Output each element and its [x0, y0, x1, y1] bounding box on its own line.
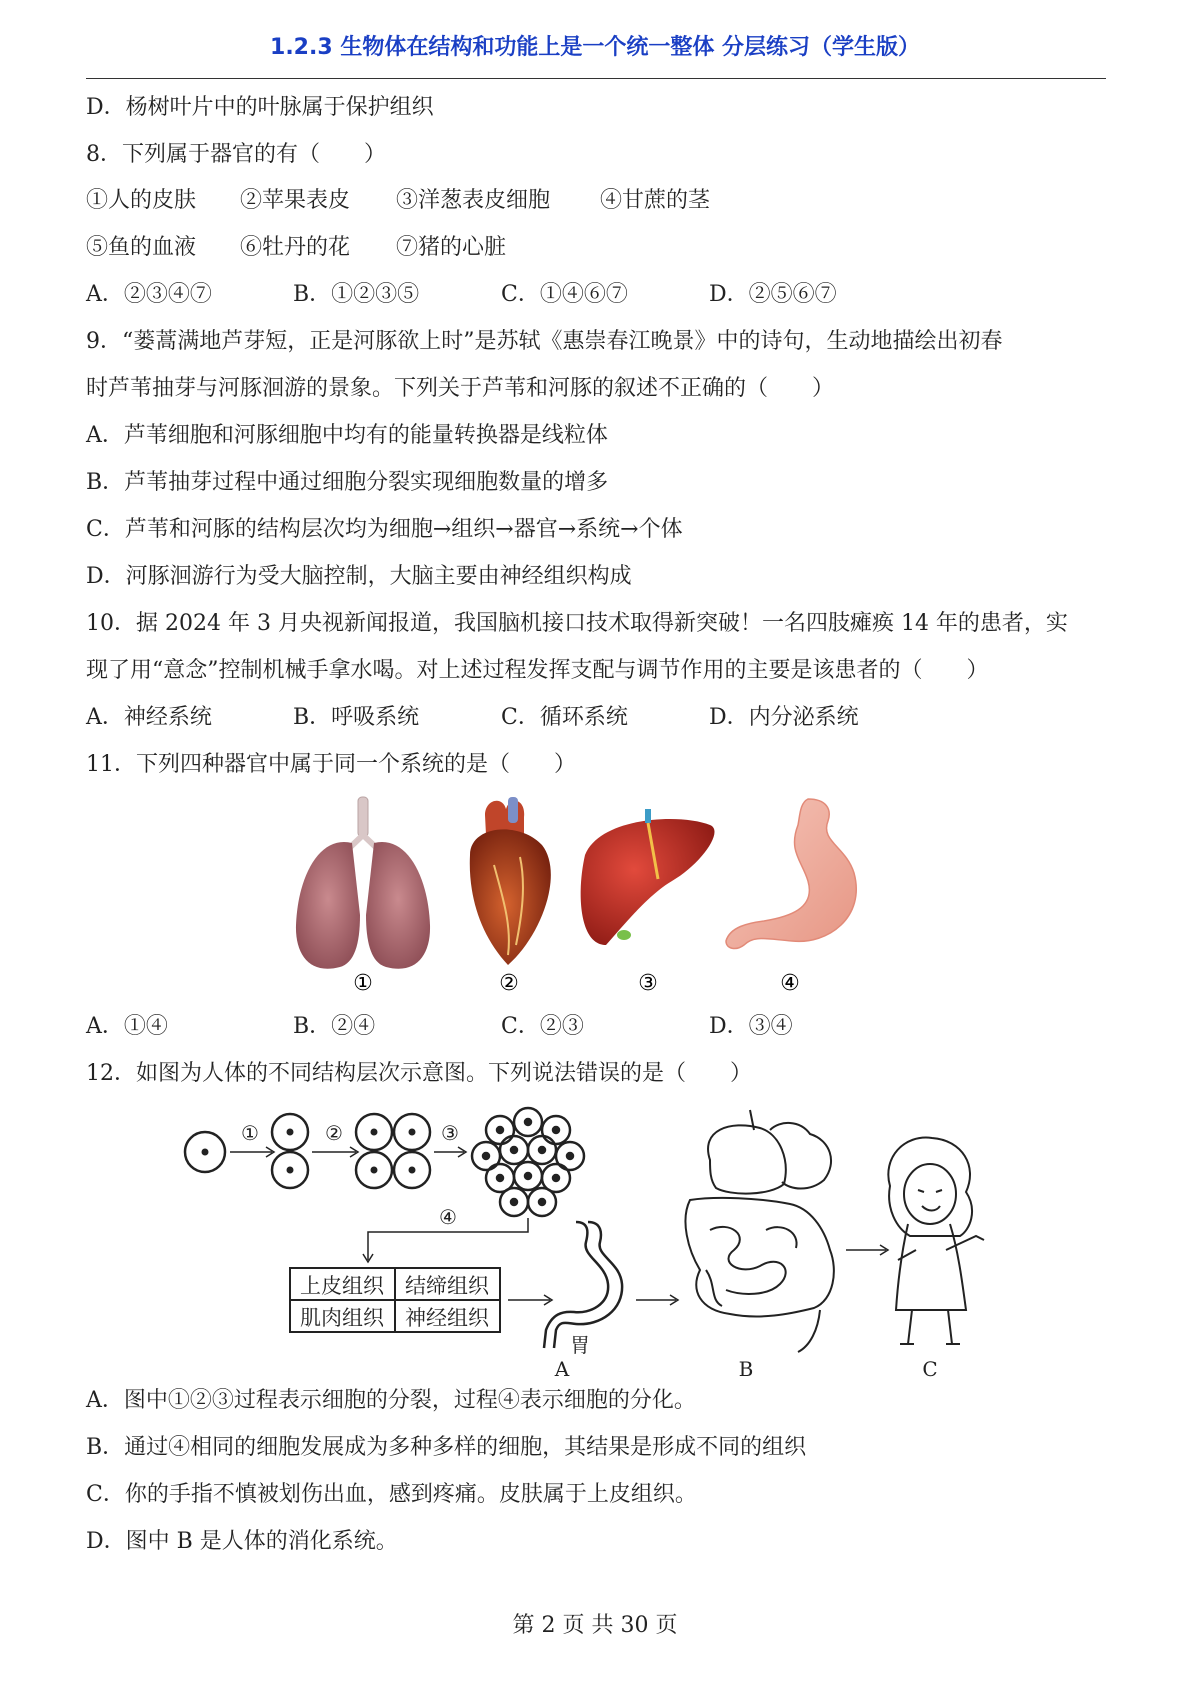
q8-item-4: ④甘蔗的茎	[600, 188, 711, 213]
tissue-nervous: 神经组织	[405, 1306, 489, 1330]
cell-cluster	[472, 1108, 584, 1216]
step-label-2: ②	[325, 1121, 343, 1145]
heart-image	[470, 797, 551, 965]
lungs-image	[296, 797, 430, 969]
organ-label-1: ①	[353, 971, 373, 995]
step-label-3: ③	[441, 1121, 459, 1145]
liver-image	[581, 809, 715, 945]
q11-option-c: C．②③	[501, 1014, 584, 1039]
q12-option-d: D．图中 B 是人体的消化系统。	[86, 1529, 398, 1554]
stage-label-b: B	[738, 1357, 754, 1380]
q12-structure-diagram	[170, 1100, 1030, 1380]
q8-option-b: B．①②③⑤	[293, 282, 420, 307]
q10-option-d: D．内分泌系统	[709, 705, 859, 730]
tissue-table	[290, 1268, 500, 1332]
q8-item-6: ⑥牡丹的花	[240, 235, 351, 260]
q8-item-2: ②苹果表皮	[240, 188, 351, 213]
tissue-connective: 结缔组织	[405, 1274, 489, 1298]
q9-option-c: C．芦苇和河豚的结构层次均为细胞→组织→器官→系统→个体	[86, 517, 683, 542]
stage-label-c: C	[922, 1357, 938, 1380]
q8-item-5: ⑤鱼的血液	[86, 235, 197, 260]
organ-label-4: ④	[780, 971, 800, 995]
q7-option-d: D．杨树叶片中的叶脉属于保护组织	[86, 95, 434, 120]
q8-stem: 8．下列属于器官的有（ ）	[86, 142, 386, 167]
stage-label-a: A	[554, 1357, 570, 1380]
stomach-outline	[544, 1222, 622, 1357]
page-header: 1.2.3 生物体在结构和功能上是一个统一整体 分层练习（学生版）	[270, 35, 920, 60]
q12-option-c: C．你的手指不慎被划伤出血，感到疼痛。皮肤属于上皮组织。	[86, 1482, 697, 1507]
q12-stem: 12．如图为人体的不同结构层次示意图。下列说法错误的是（ ）	[86, 1061, 752, 1086]
q8-item-1: ①人的皮肤	[86, 188, 197, 213]
organ-label-2: ②	[499, 971, 519, 995]
q10-option-c: C．循环系统	[501, 705, 628, 730]
q9-option-b: B．芦苇抽芽过程中通过细胞分裂实现细胞数量的增多	[86, 470, 609, 495]
organ-label-stomach: 胃	[570, 1333, 590, 1357]
q11-organs-figure	[280, 795, 920, 995]
tissue-muscle: 肌肉组织	[300, 1306, 384, 1330]
q8-item-7: ⑦猪的心脏	[396, 235, 507, 260]
q8-option-c: C．①④⑥⑦	[501, 282, 628, 307]
step-label-4: ④	[439, 1205, 457, 1229]
tissue-epithelial: 上皮组织	[300, 1274, 384, 1298]
q12-option-b: B．通过④相同的细胞发展成为多种多样的细胞，其结果是形成不同的组织	[86, 1435, 807, 1460]
page-footer: 第 2 页 共 30 页	[512, 1613, 678, 1638]
cell-stage-1	[185, 1132, 225, 1172]
cell-stage-3	[356, 1114, 430, 1188]
stomach-image	[726, 799, 856, 948]
organ-label-3: ③	[638, 971, 658, 995]
q10-option-a: A．神经系统	[86, 705, 212, 730]
step-label-1: ①	[241, 1121, 259, 1145]
q9-option-d: D．河豚洄游行为受大脑控制，大脑主要由神经组织构成	[86, 564, 632, 589]
q11-option-b: B．②④	[293, 1014, 376, 1039]
q10-stem-line2: 现了用“意念”控制机械手拿水喝。对上述过程发挥支配与调节作用的主要是该患者的（ ）	[86, 658, 989, 683]
digestive-system	[685, 1110, 833, 1352]
human-figure	[888, 1138, 984, 1344]
q11-option-d: D．③④	[709, 1014, 793, 1039]
q12-option-a: A．图中①②③过程表示细胞的分裂，过程④表示细胞的分化。	[86, 1388, 696, 1413]
header-rule	[86, 78, 1106, 79]
q8-option-d: D．②⑤⑥⑦	[709, 282, 837, 307]
q11-stem: 11．下列四种器官中属于同一个系统的是（ ）	[86, 752, 576, 777]
q8-option-a: A．②③④⑦	[86, 282, 212, 307]
q9-option-a: A．芦苇细胞和河豚细胞中均有的能量转换器是线粒体	[86, 423, 608, 448]
q10-option-b: B．呼吸系统	[293, 705, 420, 730]
q9-stem-line1: 9．“蒌蒿满地芦芽短，正是河豚欲上时”是苏轼《惠崇春江晚景》中的诗句，生动地描绘出初春	[86, 329, 1003, 354]
cell-stage-2	[272, 1114, 308, 1188]
q8-item-3: ③洋葱表皮细胞	[396, 188, 551, 213]
q9-stem-line2: 时芦苇抽芽与河豚洄游的景象。下列关于芦苇和河豚的叙述不正确的（ ）	[86, 376, 835, 401]
q10-stem-line1: 10．据 2024 年 3 月央视新闻报道，我国脑机接口技术取得新突破！一名四肢瘫痪 14 年的患者，实	[86, 611, 1068, 636]
q11-option-a: A．①④	[86, 1014, 168, 1039]
